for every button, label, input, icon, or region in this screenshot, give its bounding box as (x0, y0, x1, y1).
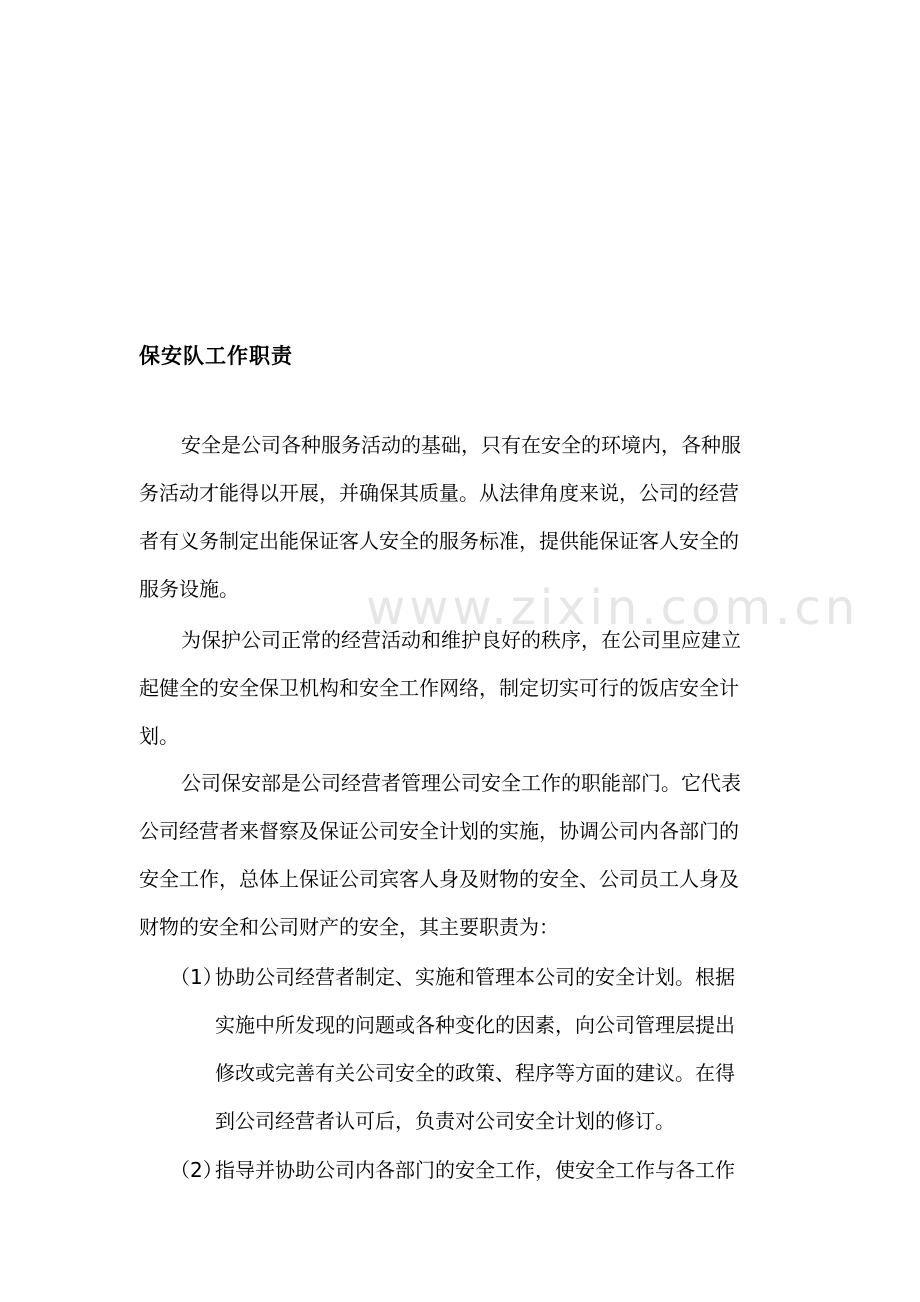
list-item-text: 修改或完善有关公司安全的政策、程序等方面的建议。在得 (215, 1061, 735, 1085)
watermark: www.zixin.com.cn (366, 580, 860, 636)
list-item (170, 1146, 785, 1194)
paragraph-2 (139, 616, 784, 760)
paragraph-line: 划。 (139, 724, 179, 748)
list-marker: （2） (170, 1158, 223, 1182)
paragraph-line: 安全是公司各种服务活动的基础，只有在安全的环境内，各种服 (181, 433, 741, 457)
paragraph-3 (139, 759, 784, 951)
list-item-text: 指导并协助公司内各部门的安全工作，使安全工作与各工作 (215, 1158, 735, 1182)
paragraph-line: 财物的安全和公司财产的安全，其主要职责为： (139, 915, 559, 939)
list-item-text: 到公司经营者认可后，负责对公司安全计划的修订。 (215, 1109, 675, 1133)
list-item-text: 协助公司经营者制定、实施和管理本公司的安全计划。根据 (215, 965, 735, 989)
paragraph-1 (139, 421, 784, 613)
document-title: 保安队工作职责 (139, 344, 293, 368)
list-item-text: 实施中所发现的问题或各种变化的因素，向公司管理层提出 (215, 1013, 735, 1037)
paragraph-line: 为保护公司正常的经营活动和维护良好的秩序，在公司里应建立 (181, 628, 741, 652)
paragraph-line: 务活动才能得以开展，并确保其质量。从法律角度来说，公司的经营 (139, 481, 739, 505)
paragraph-line: 服务设施。 (139, 577, 239, 601)
list-item (170, 953, 785, 1145)
paragraph-line: 公司经营者来督察及保证公司安全计划的实施，协调公司内各部门的 (139, 819, 739, 843)
paragraph-line: 安全工作，总体上保证公司宾客人身及财物的安全、公司员工人身及 (139, 867, 739, 891)
paragraph-line: 起健全的安全保卫机构和安全工作网络，制定切实可行的饭店安全计 (139, 676, 739, 700)
paragraph-line: 者有义务制定出能保证客人安全的服务标准，提供能保证客人安全的 (139, 529, 739, 553)
paragraph-line: 公司保安部是公司经营者管理公司安全工作的职能部门。它代表 (181, 771, 741, 795)
list-marker: （1） (170, 965, 223, 989)
